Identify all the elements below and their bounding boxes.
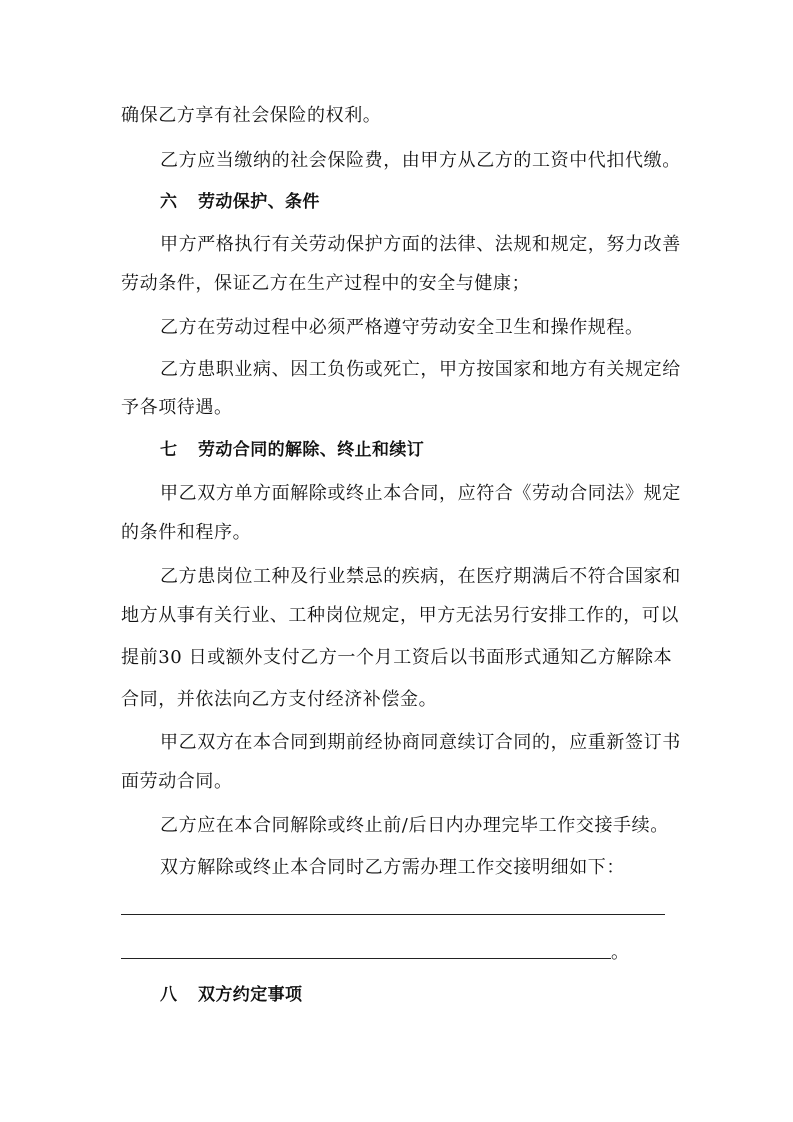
fill-in-blank-line [121, 958, 611, 959]
paragraph-line: 乙方在劳动过程中必须严格遵守劳动安全卫生和操作规程。 [160, 317, 644, 338]
section-heading-eight [160, 983, 720, 1007]
section-number: 七 [160, 440, 178, 460]
paragraph-line: 甲乙双方单方面解除或终止本合同，应符合《劳动合同法》规定 [160, 483, 681, 504]
paragraph-line: 地方从事有关行业、工种岗位规定，甲方无法另行安排工作的，可以 [121, 605, 679, 626]
paragraph-line: 劳动条件，保证乙方在生产过程中的安全与健康； [121, 273, 531, 294]
section-title: 劳动合同的解除、终止和续订 [198, 440, 425, 460]
paragraph-line: 甲乙双方在本合同到期前经协商同意续订合同的，应重新签订书 [160, 732, 681, 753]
paragraph-line: 确保乙方享有社会保险的权利。 [121, 105, 382, 126]
paragraph-line: 的条件和程序。 [121, 522, 252, 543]
fill-in-blank-line [121, 914, 665, 915]
section-heading-six [160, 190, 720, 214]
paragraph-line: 乙方患岗位工种及行业禁忌的疾病，在医疗期满后不符合国家和 [160, 566, 681, 587]
paragraph-line: 面劳动合同。 [121, 771, 233, 792]
paragraph-line: 乙方患职业病、因工负伤或死亡，甲方按国家和地方有关规定给 [160, 359, 681, 380]
paragraph-line: 乙方应当缴纳的社会保险费，由甲方从乙方的工资中代扣代缴。 [160, 150, 681, 171]
section-title: 劳动保护、条件 [198, 192, 320, 212]
paragraph-line: 甲方严格执行有关劳动保护方面的法律、法规和规定，努力改善 [160, 234, 681, 255]
section-number: 六 [160, 192, 178, 212]
paragraph-line: 合同，并依法向乙方支付经济补偿金。 [121, 689, 438, 710]
paragraph-line: 双方解除或终止本合同时乙方需办理工作交接明细如下： [160, 857, 625, 878]
blank-line-period: 。 [611, 942, 629, 963]
section-number: 八 [160, 985, 178, 1005]
paragraph-line: 乙方应在本合同解除或终止前/后日内办理完毕工作交接手续。 [160, 815, 669, 836]
paragraph-line: 提前30 日或额外支付乙方一个月工资后以书面形式通知乙方解除本 [121, 647, 673, 668]
section-heading-seven [160, 438, 720, 462]
paragraph-line: 予各项待遇。 [121, 397, 233, 418]
section-title: 双方约定事项 [198, 985, 303, 1005]
